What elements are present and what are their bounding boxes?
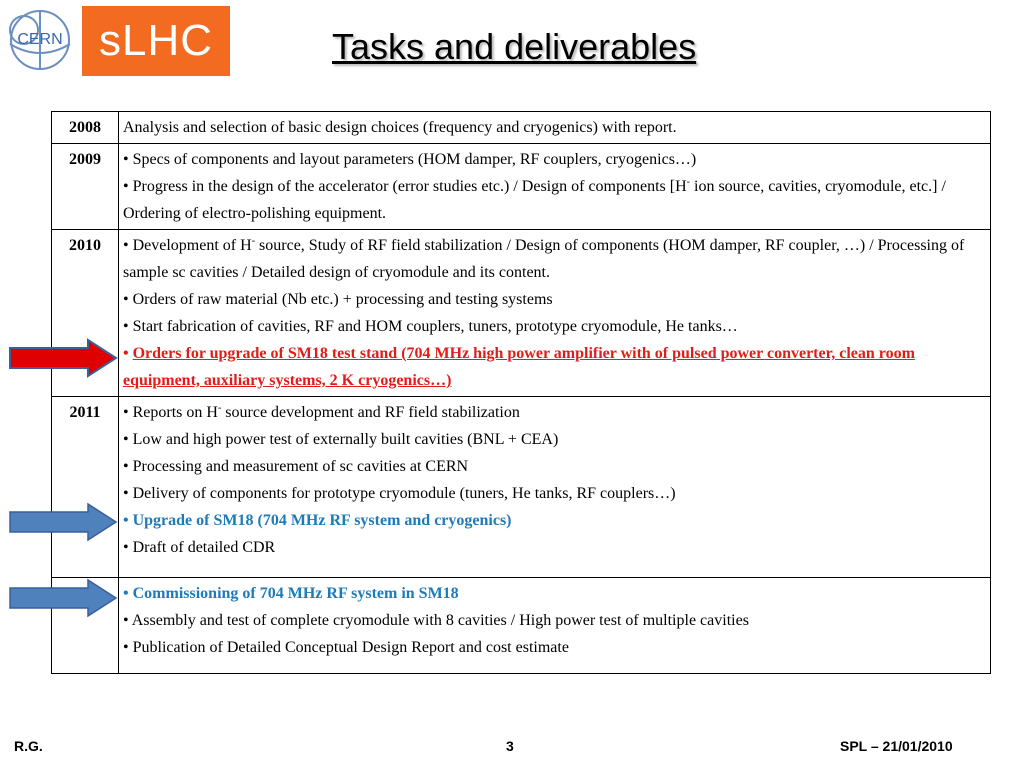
list-item: • Low and high power test of externally built cavities (BNL + CEA) — [123, 431, 559, 448]
blue-arrow-icon — [8, 578, 118, 618]
table-row — [52, 578, 991, 674]
list-item — [123, 399, 986, 426]
text-part: • Progress in the design of the accelerator (error studies etc.) / Design of components [H — [123, 178, 687, 195]
content-cell — [119, 144, 991, 230]
superscript: - — [686, 176, 690, 188]
text-part: • Reports on H — [123, 404, 218, 421]
text-part: ion source, cavities, cryomodule, etc.] / Ordering of electro-polishing equipment. — [123, 178, 946, 222]
superscript: - — [217, 402, 222, 414]
text-part: • Development of H — [123, 237, 252, 254]
text-part: source development and RF field stabilization — [221, 404, 520, 421]
table-row — [52, 144, 991, 230]
year-cell: 2008 — [52, 112, 119, 144]
cern-logo-text: CERN — [17, 31, 63, 48]
list-item: • Orders of raw material (Nb etc.) + processing and testing systems — [123, 291, 553, 308]
list-item: • Processing and measurement of sc cavities at CERN — [123, 458, 469, 475]
list-item — [123, 232, 986, 286]
list-item: • Assembly and test of complete cryomodule with 8 cavities / High power test of multiple cavities — [123, 612, 749, 629]
list-item: • Delivery of components for prototype cryomodule (tuners, He tanks, RF couplers…) — [123, 485, 676, 502]
list-item: • Start fabrication of cavities, RF and HOM couplers, tuners, prototype cryomodule, He tanks… — [123, 318, 738, 335]
slhc-badge: sLHC — [82, 6, 230, 76]
superscript: - — [251, 235, 256, 247]
list-item: • Draft of detailed CDR — [123, 539, 276, 556]
highlight-red: Orders for upgrade of SM18 test stand (704 MHz high power amplifier with of pulsed power converter, clean room equipment, auxiliary systems, 2 K cryogenics…) — [123, 345, 915, 389]
year-cell: 2009 — [52, 144, 119, 230]
table-row — [52, 112, 991, 144]
year-cell: 2011 — [52, 397, 119, 578]
footer-author: R.G. — [14, 738, 43, 754]
footer-page-number: 3 — [506, 738, 514, 754]
content-cell — [119, 230, 991, 397]
red-arrow-icon — [8, 338, 118, 378]
list-item: Analysis and selection of basic design choices (frequency and cryogenics) with report. — [123, 119, 677, 136]
list-item: • Specs of components and layout parameters (HOM damper, RF couplers, cryogenics…) — [123, 151, 697, 168]
table-row — [52, 397, 991, 578]
highlight-blue: • Upgrade of SM18 (704 MHz RF system and cryogenics) — [123, 512, 512, 529]
list-item: • Publication of Detailed Conceptual Design Report and cost estimate — [123, 639, 569, 656]
list-item — [123, 580, 986, 607]
highlight-blue: Commissioning of 704 MHz RF system in SM18 — [132, 585, 459, 602]
tasks-table — [51, 111, 991, 674]
bullet: • — [123, 585, 133, 602]
list-item — [123, 340, 986, 394]
year-cell: 2010 — [52, 230, 119, 397]
content-cell — [119, 112, 991, 144]
content-cell — [119, 397, 991, 578]
bullet: • — [123, 345, 133, 362]
blue-arrow-icon — [8, 502, 118, 542]
cern-logo — [6, 4, 76, 74]
content-cell — [119, 578, 991, 674]
list-item — [123, 173, 986, 227]
footer-date: SPL – 21/01/2010 — [840, 738, 953, 754]
page-title: Tasks and deliverables — [332, 26, 697, 67]
table-row — [52, 230, 991, 397]
text-part: source, Study of RF field stabilization / Design of components (HOM damper, RF coupler, …) / Processing of sample sc cavities / Detailed design of cryomodule and its content. — [123, 237, 965, 281]
